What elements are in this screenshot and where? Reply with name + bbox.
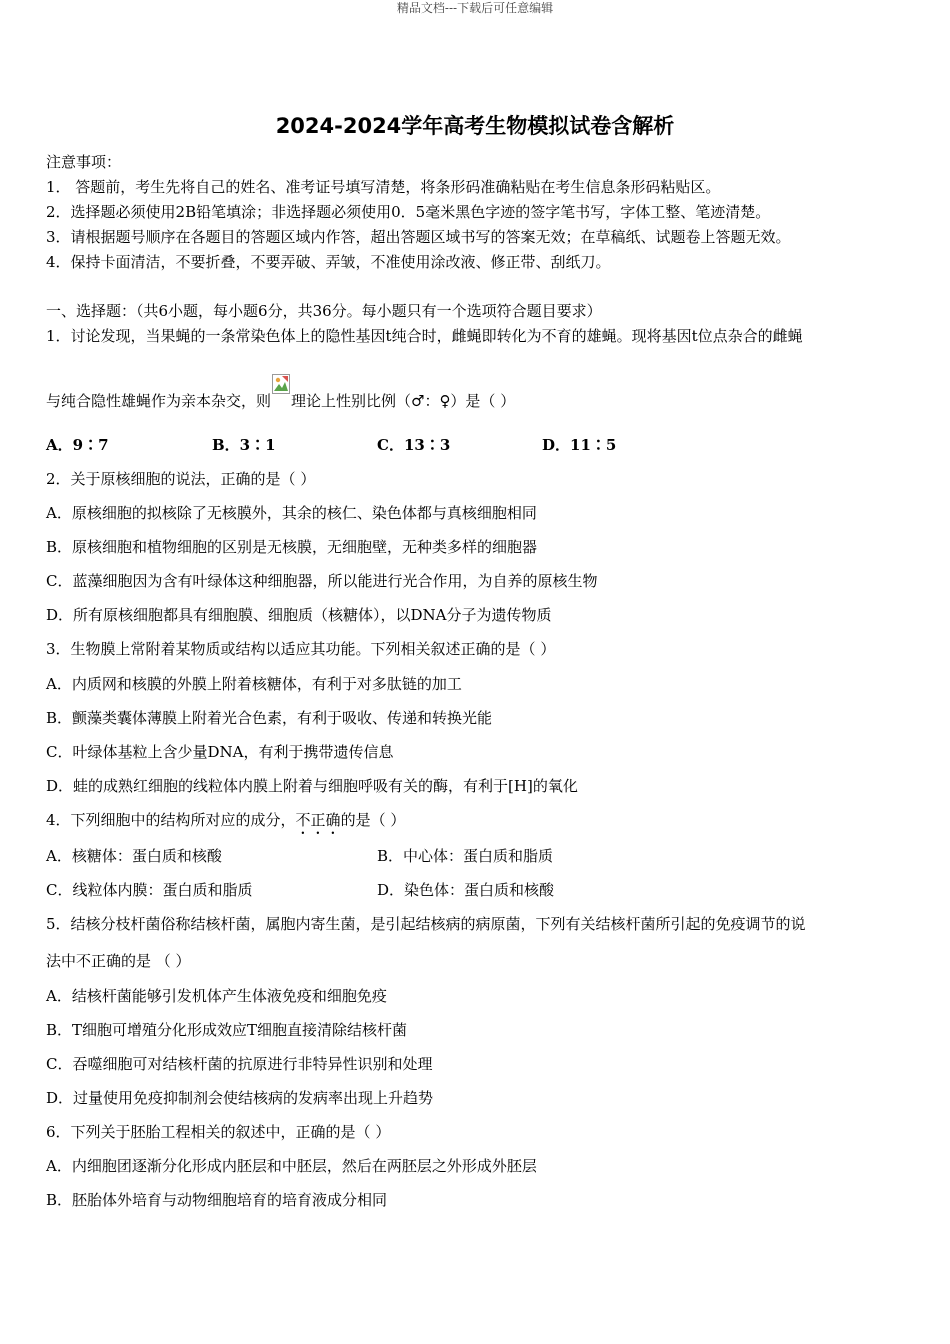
option-b: B．中心体：蛋白质和脂质 bbox=[377, 847, 554, 865]
emphasized-text: 不正确 bbox=[295, 811, 341, 829]
broken-image-icon bbox=[272, 374, 290, 394]
option-b: B．T细胞可增殖分化形成效应T细胞直接清除结核杆菌 bbox=[46, 1021, 408, 1039]
option-a: A．原核细胞的拟核除了无核膜外，其余的核仁、染色体都与真核细胞相同 bbox=[46, 504, 537, 522]
question-4-stem-part: 的是（ ） bbox=[340, 811, 406, 829]
question-1-stem-part: 与纯合隐性雄蝇作为亲本杂交，则 bbox=[46, 392, 272, 410]
notice-item: 2．选择题必须使用2B铅笔填涂；非选择题必须使用0．5毫米黑色字迹的签字笔书写，字体工整、笔迹清楚。 bbox=[46, 203, 771, 221]
question-1-stem-continued bbox=[46, 388, 920, 412]
option-d: D．11∶5 bbox=[542, 436, 617, 454]
document-header-note: 精品文档---下载后可任意编辑 bbox=[396, 1, 554, 15]
question-5-stem: 5．结核分枝杆菌俗称结核杆菌，属胞内寄生菌，是引起结核病的病原菌，下列有关结核杆菌所引起的免疫调节的说 bbox=[46, 915, 806, 933]
page-title: 2024-2024学年高考生物模拟试卷含解析 bbox=[275, 114, 675, 138]
notice-item: 3．请根据题号顺序在各题目的答题区域内作答，超出答题区域书写的答案无效；在草稿纸、试题卷上答题无效。 bbox=[46, 228, 791, 246]
option-c: C．蓝藻细胞因为含有叶绿体这种细胞器，所以能进行光合作用，为自养的原核生物 bbox=[46, 572, 598, 590]
notice-item: 4．保持卡面清洁，不要折叠，不要弄破、弄皱，不准使用涂改液、修正带、刮纸刀。 bbox=[46, 253, 611, 271]
question-3-stem: 3．生物膜上常附着某物质或结构以适应其功能。下列相关叙述正确的是（ ） bbox=[46, 640, 556, 658]
option-c: C．吞噬细胞可对结核杆菌的抗原进行非特异性识别和处理 bbox=[46, 1055, 433, 1073]
question-1-stem: 1．讨论发现，当果蝇的一条常染色体上的隐性基因t纯合时，雌蝇即转化为不育的雄蝇。现将基因t位点杂合的雌蝇 bbox=[46, 327, 803, 345]
option-a: A．9∶7 bbox=[46, 436, 109, 454]
question-4-stem-part: 4．下列细胞中的结构所对应的成分， bbox=[46, 811, 296, 829]
option-d: D．染色体：蛋白质和核酸 bbox=[377, 881, 555, 899]
option-b: B．胚胎体外培育与动物细胞培育的培育液成分相同 bbox=[46, 1191, 388, 1209]
question-1-stem-part: 理论上性别比例（♂：♀）是（ ） bbox=[291, 392, 516, 410]
notice-item: 1． 答题前，考生先将自己的姓名、准考证号填写清楚，将条形码准确粘贴在考生信息条形码粘贴区。 bbox=[46, 178, 721, 196]
option-d: D．过量使用免疫抑制剂会使结核病的发病率出现上升趋势 bbox=[46, 1089, 434, 1107]
option-c: C．线粒体内膜：蛋白质和脂质 bbox=[46, 881, 253, 899]
option-a: A．核糖体：蛋白质和核酸 bbox=[46, 847, 222, 865]
question-6-stem: 6．下列关于胚胎工程相关的叙述中，正确的是（ ） bbox=[46, 1123, 391, 1141]
option-c: C．叶绿体基粒上含少量DNA，有利于携带遗传信息 bbox=[46, 743, 394, 761]
option-a: A．内细胞团逐渐分化形成内胚层和中胚层，然后在两胚层之外形成外胚层 bbox=[46, 1157, 537, 1175]
notice-heading: 注意事项： bbox=[46, 153, 122, 171]
section-heading: 一、选择题：（共6小题，每小题6分，共36分。每小题只有一个选项符合题目要求） bbox=[46, 302, 602, 320]
option-a: A．结核杆菌能够引发机体产生体液免疫和细胞免疫 bbox=[46, 987, 387, 1005]
option-b: B．颤藻类囊体薄膜上附着光合色素，有利于吸收、传递和转换光能 bbox=[46, 709, 493, 727]
option-d: D．所有原核细胞都具有细胞膜、细胞质（核糖体），以DNA分子为遗传物质 bbox=[46, 606, 552, 624]
question-5-stem-continued: 法中不正确的是 （ ） bbox=[46, 952, 191, 970]
question-2-stem: 2．关于原核细胞的说法，正确的是（ ） bbox=[46, 470, 316, 488]
option-c: C．13∶3 bbox=[377, 436, 451, 454]
option-b: B．3∶1 bbox=[212, 436, 276, 454]
option-a: A．内质网和核膜的外膜上附着核糖体，有利于对多肽链的加工 bbox=[46, 675, 462, 693]
option-d: D．蛙的成熟红细胞的线粒体内膜上附着与细胞呼吸有关的酶，有利于[H]的氧化 bbox=[46, 777, 578, 795]
question-4-stem bbox=[46, 809, 920, 838]
option-b: B．原核细胞和植物细胞的区别是无核膜，无细胞壁，无种类多样的细胞器 bbox=[46, 538, 538, 556]
